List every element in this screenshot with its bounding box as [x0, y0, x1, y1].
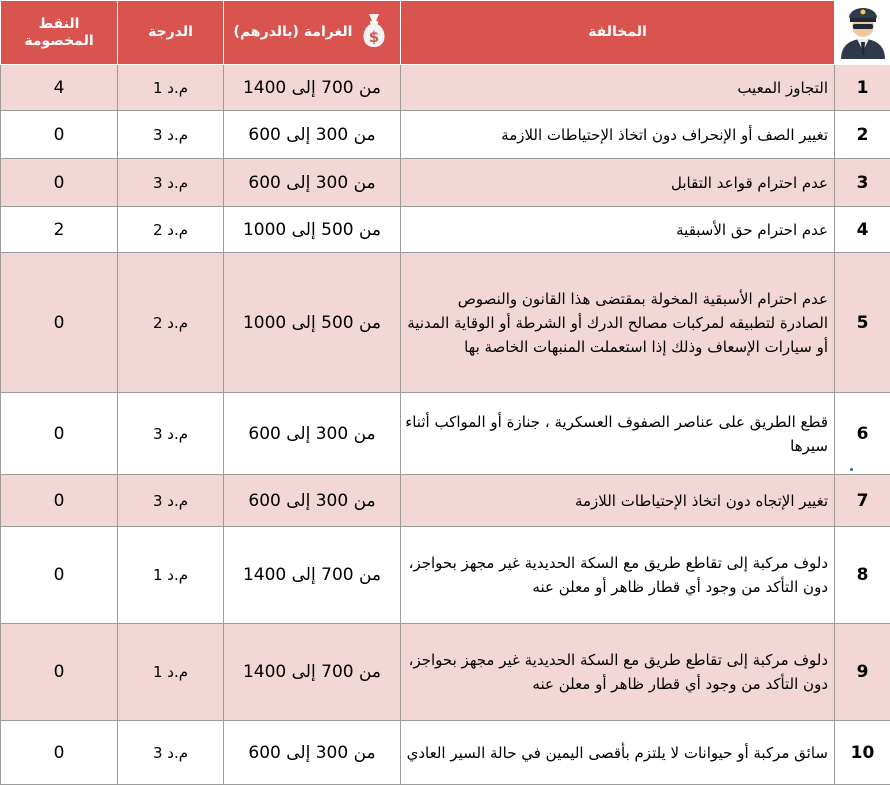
header-points-line2: المخصومة: [1, 33, 117, 50]
header-violation: المخالفة: [401, 1, 835, 65]
svg-text:$: $: [369, 28, 379, 46]
table-row: [1, 624, 890, 721]
row-degree: م.د 3: [118, 393, 224, 475]
table-row: [1, 207, 890, 253]
row-number: 7: [835, 475, 890, 527]
row-points: 0: [1, 111, 118, 159]
row-degree: م.د 3: [118, 159, 224, 207]
row-fine: من 700 إلى 1400: [224, 624, 401, 721]
stray-dot: [850, 468, 853, 471]
row-number: 10: [835, 721, 890, 785]
row-number: 8: [835, 527, 890, 624]
row-violation: تغيير الإتجاه دون اتخاذ الإحتياطات اللازمة: [401, 475, 835, 527]
header-fine: [224, 1, 401, 65]
row-degree: م.د 1: [118, 527, 224, 624]
row-number: 2: [835, 111, 890, 159]
row-points: 0: [1, 721, 118, 785]
row-violation: قطع الطريق على عناصر الصفوف العسكرية ، جنازة أو المواكب أثناء سيرها: [401, 393, 835, 475]
table-row: [1, 393, 890, 475]
row-violation: سائق مركبة أو حيوانات لا يلتزم بأقصى اليمين في حالة السير العادي: [401, 721, 835, 785]
row-points: 0: [1, 253, 118, 393]
row-violation: عدم احترام قواعد التقابل: [401, 159, 835, 207]
row-fine: من 300 إلى 600: [224, 393, 401, 475]
row-number: 3: [835, 159, 890, 207]
row-fine: من 500 إلى 1000: [224, 253, 401, 393]
header-points: [1, 1, 118, 65]
row-degree: م.د 3: [118, 475, 224, 527]
table-row: [1, 475, 890, 527]
row-fine: من 700 إلى 1400: [224, 65, 401, 111]
header-row: [1, 1, 890, 65]
row-points: 2: [1, 207, 118, 253]
header-points-line1: النقط: [1, 16, 117, 33]
row-violation: دلوف مركبة إلى تقاطع طريق مع السكة الحديدية غير مجهز بحواجز، دون التأكد من وجود أي قطار ظاهر أو معلن عنه: [401, 624, 835, 721]
row-fine: من 300 إلى 600: [224, 475, 401, 527]
row-violation: التجاوز المعيب: [401, 65, 835, 111]
row-fine: من 500 إلى 1000: [224, 207, 401, 253]
table-row: [1, 721, 890, 785]
row-points: 0: [1, 624, 118, 721]
row-points: 0: [1, 527, 118, 624]
row-number: 9: [835, 624, 890, 721]
table-row: [1, 111, 890, 159]
row-degree: م.د 1: [118, 624, 224, 721]
row-number: 4: [835, 207, 890, 253]
table-body: [1, 65, 890, 785]
money-bag-icon: [358, 10, 390, 55]
table-row: [1, 159, 890, 207]
row-degree: م.د 3: [118, 111, 224, 159]
row-degree: م.د 2: [118, 253, 224, 393]
row-violation: عدم احترام حق الأسبقية: [401, 207, 835, 253]
row-violation: عدم احترام الأسبقية المخولة بمقتضى هذا القانون والنصوص الصادرة لتطبيقه لمركبات مصالح الدرك أو الشرطة أو الوقاية المدنية أو سيارات الإسعاف وذلك إذا استعملت المنبهات الخاصة بها: [401, 253, 835, 393]
row-points: 0: [1, 393, 118, 475]
header-icon-cell: [835, 1, 890, 65]
row-number: 1: [835, 65, 890, 111]
header-degree: الدرجة: [118, 1, 224, 65]
table-row: [1, 253, 890, 393]
row-violation: تغيير الصف أو الإنحراف دون اتخاذ الإحتياطات اللازمة: [401, 111, 835, 159]
row-points: 0: [1, 475, 118, 527]
police-officer-icon: [837, 47, 889, 63]
row-fine: من 300 إلى 600: [224, 111, 401, 159]
table-row: [1, 65, 890, 111]
row-fine: من 300 إلى 600: [224, 721, 401, 785]
row-degree: م.د 2: [118, 207, 224, 253]
row-points: 4: [1, 65, 118, 111]
table-row: [1, 527, 890, 624]
header-fine-label: الغرامة (بالدرهم): [234, 24, 353, 41]
row-number: 6: [835, 393, 890, 475]
row-points: 0: [1, 159, 118, 207]
row-fine: من 700 إلى 1400: [224, 527, 401, 624]
row-degree: م.د 3: [118, 721, 224, 785]
row-degree: م.د 1: [118, 65, 224, 111]
row-number: 5: [835, 253, 890, 393]
row-fine: من 300 إلى 600: [224, 159, 401, 207]
row-violation: دلوف مركبة إلى تقاطع طريق مع السكة الحديدية غير مجهز بحواجز، دون التأكد من وجود أي قطار ظاهر أو معلن عنه: [401, 527, 835, 624]
